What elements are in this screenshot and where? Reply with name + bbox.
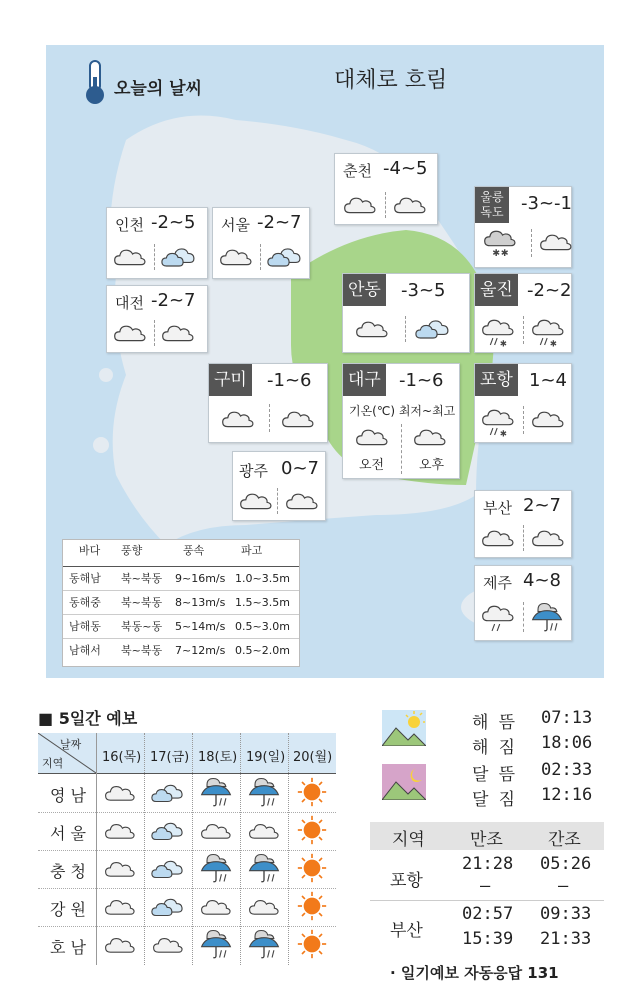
sea-header: 바다 풍향 풍속 파고 <box>79 544 263 557</box>
city-card-incheon <box>106 207 208 279</box>
date-label: 20(월) <box>293 750 333 765</box>
sunrise-time: 07:13 <box>541 708 593 728</box>
cloudy-icon <box>152 934 184 956</box>
city-tag: 대구 <box>343 364 386 396</box>
tide-high: 21:28 <box>462 854 514 874</box>
cloudy-icon <box>531 408 565 430</box>
cloudy-icon <box>219 246 253 268</box>
moonset-label: 달 짐 <box>472 790 516 810</box>
snow-cloud-icon <box>483 229 517 259</box>
sea-table <box>62 539 300 667</box>
city-tag: 포항 <box>475 364 518 396</box>
region-label: 강 원 <box>50 900 86 919</box>
thermometer-icon <box>82 59 108 111</box>
city-temp: -3~5 <box>401 280 446 301</box>
city-name: 부산 <box>483 499 512 517</box>
cloudy-icon <box>343 194 377 216</box>
partly-cloudy-icon <box>415 318 451 340</box>
cloudy-icon <box>531 527 565 549</box>
weather-map <box>46 45 604 678</box>
cloudy-icon <box>413 426 447 448</box>
tide-low: – <box>558 876 569 896</box>
city-tag: 안동 <box>343 274 386 306</box>
umbrella-icon <box>529 600 565 634</box>
date-label: 16(목) <box>102 750 142 765</box>
city-name: 대전 <box>115 294 144 312</box>
city-temp: 2~7 <box>523 495 561 516</box>
cloudy-icon <box>221 408 255 430</box>
pm-label: 오후 <box>419 458 445 473</box>
city-tag: 울릉 독도 <box>475 187 509 223</box>
city-temp: -2~2 <box>527 280 572 301</box>
sun-icon <box>297 929 327 959</box>
tide-low: 09:33 <box>540 904 592 924</box>
city-card-daegu <box>342 363 460 479</box>
partly-cloudy-icon <box>161 246 197 268</box>
cloudy-icon <box>200 820 232 842</box>
city-card-chuncheon <box>334 153 438 225</box>
sunrise-label: 해 뜸 <box>472 713 516 733</box>
city-name: 광주 <box>239 462 268 480</box>
city-temp: -3~-1 <box>521 193 572 214</box>
umbrella-icon <box>198 775 234 809</box>
cloudy-icon <box>355 318 389 340</box>
sun-icon <box>297 815 327 845</box>
sea-row: 남해서 북~북동 7~12m/s 0.5~2.0m <box>63 638 299 663</box>
cloudy-icon <box>393 194 427 216</box>
city-card-pohang <box>474 363 572 443</box>
region-label: 서 울 <box>50 824 86 843</box>
moonrise-time: 02:33 <box>541 760 593 780</box>
moonset-time: 12:16 <box>541 785 593 805</box>
cloudy-icon <box>248 820 280 842</box>
city-temp: 1~4 <box>529 370 567 391</box>
tide-header: 지역 만조 간조 <box>370 822 604 850</box>
cloudy-icon <box>104 782 136 804</box>
cloudy-icon <box>104 858 136 880</box>
rain-snow-icon <box>481 408 515 438</box>
city-temp: 0~7 <box>281 458 319 479</box>
sunset-time: 18:06 <box>541 733 593 753</box>
partly-cloudy-icon <box>151 858 185 880</box>
page-title: 오늘의 날씨 <box>114 79 203 99</box>
cloudy-icon <box>281 408 315 430</box>
temp-legend: 기온(℃) 최저~최고 <box>349 404 456 418</box>
city-temp: -1~6 <box>267 370 312 391</box>
city-card-busan <box>474 490 572 558</box>
city-name: 제주 <box>483 574 512 592</box>
rain-snow-icon <box>481 318 515 348</box>
region-label: 호 남 <box>50 938 86 957</box>
moonrise-icon <box>382 764 426 800</box>
cloudy-icon <box>104 896 136 918</box>
forecast-title: ■ 5일간 예보 <box>38 709 138 728</box>
region-label: 영 남 <box>50 786 86 805</box>
partly-cloudy-icon <box>151 782 185 804</box>
moonrise-label: 달 뜸 <box>472 765 516 785</box>
sea-row: 동해중 북~북동 8~13m/s 1.5~3.5m <box>63 590 299 615</box>
tide-high: 02:57 <box>462 904 514 924</box>
footer-phone: · 일기예보 자동응답 131 <box>390 964 559 982</box>
sunrise-icon <box>382 710 426 746</box>
partly-cloudy-icon <box>151 820 185 842</box>
city-temp: 4~8 <box>523 570 561 591</box>
city-card-gwangju <box>232 451 326 521</box>
city-temp: -4~5 <box>383 158 428 179</box>
tide-region: 포항 <box>390 871 423 891</box>
cloudy-icon <box>355 426 389 448</box>
tide-high: 15:39 <box>462 929 514 949</box>
city-temp: -1~6 <box>399 370 444 391</box>
sun-icon <box>297 853 327 883</box>
city-name: 서울 <box>221 216 250 234</box>
cloudy-icon <box>200 896 232 918</box>
city-card-seoul <box>212 207 310 279</box>
city-card-ulleung <box>474 186 572 268</box>
sea-row: 동해남 북~북동 9~16m/s 1.0~3.5m <box>63 566 299 591</box>
cloudy-icon <box>285 490 319 512</box>
am-label: 오전 <box>359 458 385 473</box>
city-name: 인천 <box>115 216 144 234</box>
rain-snow-icon <box>531 318 565 348</box>
tide-low: 05:26 <box>540 854 592 874</box>
city-tag: 구미 <box>209 364 252 396</box>
city-name: 춘천 <box>343 162 372 180</box>
umbrella-icon <box>246 927 282 961</box>
partly-cloudy-icon <box>267 246 303 268</box>
corner-region-label: 지역 <box>42 757 64 770</box>
cloudy-icon <box>248 896 280 918</box>
umbrella-icon <box>246 851 282 885</box>
partly-cloudy-icon <box>151 896 185 918</box>
cloudy-icon <box>239 490 273 512</box>
tide-low: 21:33 <box>540 929 592 949</box>
umbrella-icon <box>198 927 234 961</box>
date-label: 19(일) <box>246 750 286 765</box>
city-tag: 울진 <box>475 274 518 306</box>
sun-icon <box>297 777 327 807</box>
city-card-andong <box>342 273 470 353</box>
cloudy-icon <box>539 231 573 253</box>
corner-date-label: 날짜 <box>60 738 82 751</box>
sun-icon <box>297 891 327 921</box>
forecast-table <box>38 733 336 965</box>
tide-high: – <box>480 876 491 896</box>
rain-cloud-icon <box>481 604 515 634</box>
city-temp: -2~7 <box>257 212 302 233</box>
umbrella-icon <box>246 775 282 809</box>
cloudy-icon <box>113 246 147 268</box>
cloudy-icon <box>104 820 136 842</box>
cloudy-icon <box>481 527 515 549</box>
cloudy-icon <box>161 322 195 344</box>
city-card-gumi <box>208 363 328 443</box>
cloudy-icon <box>113 322 147 344</box>
sea-row: 남해동 북동~동 5~14m/s 0.5~3.0m <box>63 614 299 639</box>
sunset-label: 해 짐 <box>472 738 516 758</box>
region-label: 충 청 <box>50 862 86 881</box>
city-card-uljin <box>474 273 572 353</box>
city-card-daejeon <box>106 285 208 353</box>
cloudy-icon <box>104 934 136 956</box>
weather-summary: 대체로 흐림 <box>334 68 448 93</box>
tide-region: 부산 <box>390 921 423 941</box>
date-label: 17(금) <box>150 750 190 765</box>
city-card-jeju <box>474 565 572 641</box>
umbrella-icon <box>198 851 234 885</box>
city-temp: -2~7 <box>151 290 196 311</box>
city-temp: -2~5 <box>151 212 196 233</box>
date-label: 18(토) <box>198 750 238 765</box>
